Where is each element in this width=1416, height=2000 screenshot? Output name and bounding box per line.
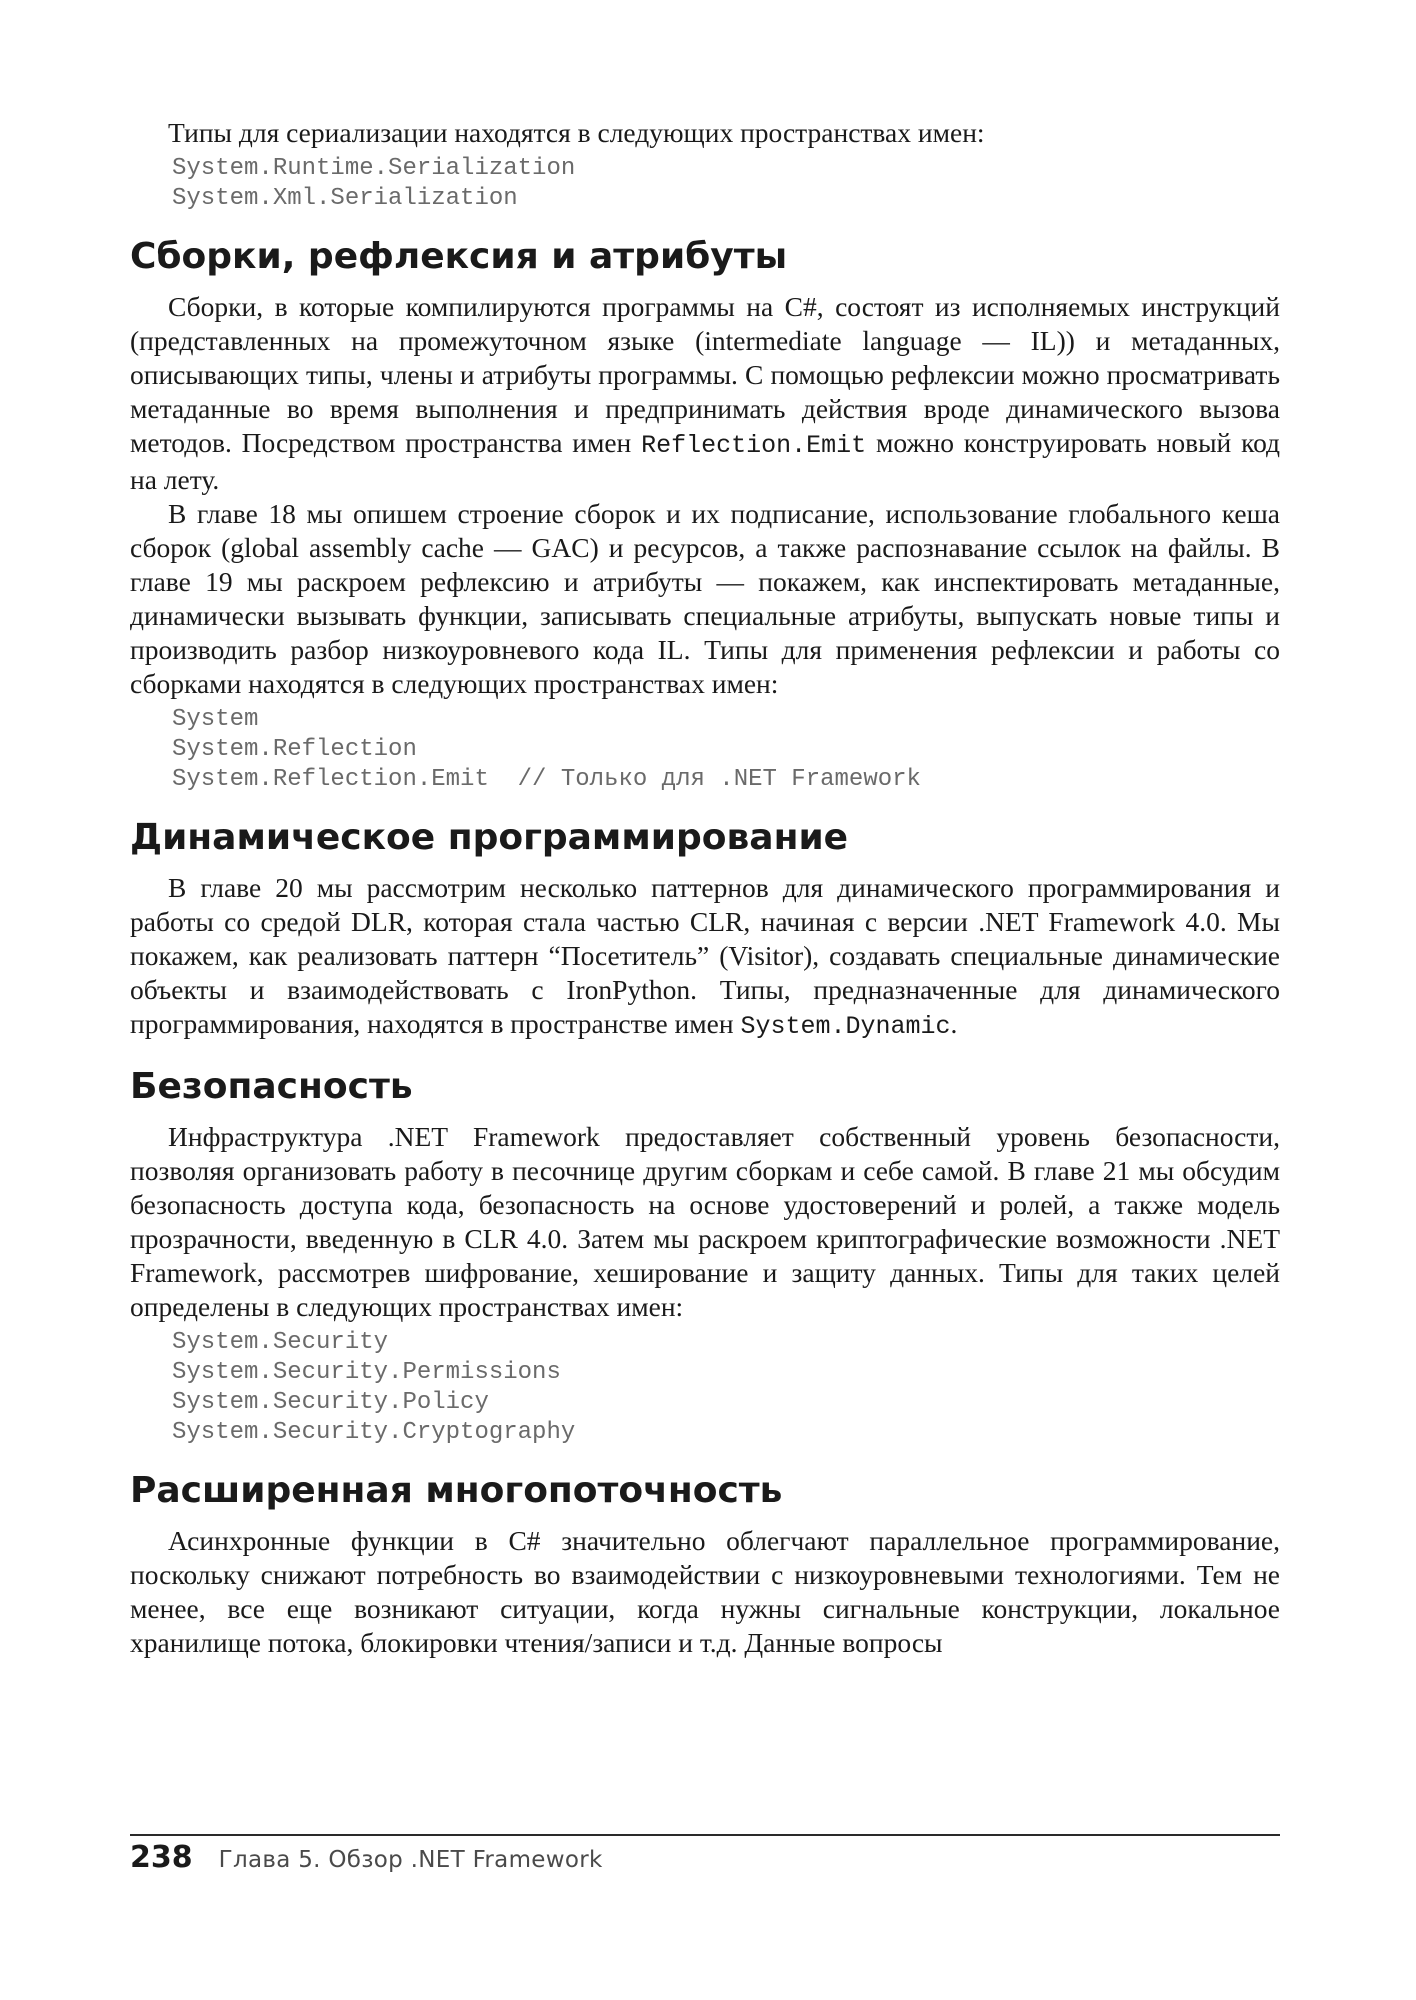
intro-paragraph: Типы для сериализации находятся в следующих пространствах имен: — [168, 117, 985, 148]
code-line: System.Xml.Serialization — [172, 185, 518, 212]
code-line: System.Security — [172, 1329, 389, 1356]
page-footer — [130, 1840, 603, 1875]
code-line: System.Security.Permissions — [172, 1359, 561, 1386]
threading-paragraph-1: Асинхронные функции в C# значительно облегчают параллельное программирование, поскольку снижают потребность во взаимодействии с низкоуровневыми технологиями. Тем не менее, все еще возникают ситуации, когда нужны сигнальные конструкции, локальное хранилище потока, блокировки чтения/записи и т.д. Данные вопросы — [130, 1525, 1280, 1658]
page-content — [130, 116, 1280, 1660]
code-line: System.Security.Policy — [172, 1389, 489, 1416]
assemblies-paragraph-1: Сборки, в которые компилируются программы на C#, состоят из исполняемых инструкций (представленных на промежуточном языке (intermediate language — IL)) и метаданных, описывающих типы, члены и атрибуты программы. С помощью рефлексии можно просматривать метаданные во время выполнения и предпринимать действия вроде динамического вызова методов. Посредством пространства имен Reflection.Emit можно конструировать новый код на лету. — [130, 291, 1281, 495]
code-line: System.Runtime.Serialization — [172, 155, 576, 182]
heading-threading: Расширенная многопоточность — [130, 1470, 783, 1511]
heading-security: Безопасность — [130, 1066, 413, 1107]
dynamic-paragraph-1: В главе 20 мы рассмотрим несколько паттернов для динамического программирования и работы со средой DLR, которая стала частью CLR, начиная с версии .NET Framework 4.0. Мы покажем, как реализовать паттерн “Посетитель” (Visitor), создавать специальные динамические объекты и взаимодействовать с IronPython. Типы, предназначенные для динамического программирования, находятся в пространстве имен System.Dynamic. — [130, 872, 1280, 1041]
code-line: System — [172, 706, 259, 733]
code-line: System.Reflection.Emit // Только для .NET Framework — [172, 766, 921, 793]
security-paragraph-1: Инфраструктура .NET Framework предоставляет собственный уровень безопасности, позволяя организовать работу в песочнице другим сборкам и себе самой. В главе 21 мы обсудим безопасность доступа кода, безопасность на основе удостоверений и ролей, а также модель прозрачности, введенную в CLR 4.0. Затем мы раскроем криптографические возможности .NET Framework, рассмотрев шифрование, хеширование и защиту данных. Типы для таких целей определены в следующих пространствах имен: — [130, 1121, 1280, 1322]
code-block-security — [130, 1328, 1280, 1448]
heading-dynamic: Динамическое программирование — [130, 817, 849, 858]
inline-code: System.Dynamic — [740, 1012, 951, 1041]
heading-assemblies: Сборки, рефлексия и атрибуты — [130, 236, 788, 277]
assemblies-paragraph-2: В главе 18 мы опишем строение сборок и их подписание, использование глобального кеша сборок (global assembly cache — GAC) и ресурсов, а также распознавание ссылок на файлы. В главе 19 мы раскроем рефлексию и атрибуты — покажем, как инспектировать метаданные, динамически вызывать функции, записывать специальные атрибуты, выпускать новые типы и производить разбор низкоуровневого кода IL. Типы для применения рефлексии и работы со сборками находятся в следующих пространствах имен: — [130, 498, 1280, 699]
code-block-reflection — [130, 705, 1280, 795]
inline-code: Reflection.Emit — [641, 431, 867, 460]
page-number: 238 — [130, 1840, 193, 1875]
code-line: System.Security.Cryptography — [172, 1419, 576, 1446]
running-title: Глава 5. Обзор .NET Framework — [218, 1847, 603, 1873]
code-line: System.Reflection — [172, 736, 417, 763]
code-block-serialization — [130, 154, 1280, 214]
footer-divider — [130, 1834, 1280, 1836]
